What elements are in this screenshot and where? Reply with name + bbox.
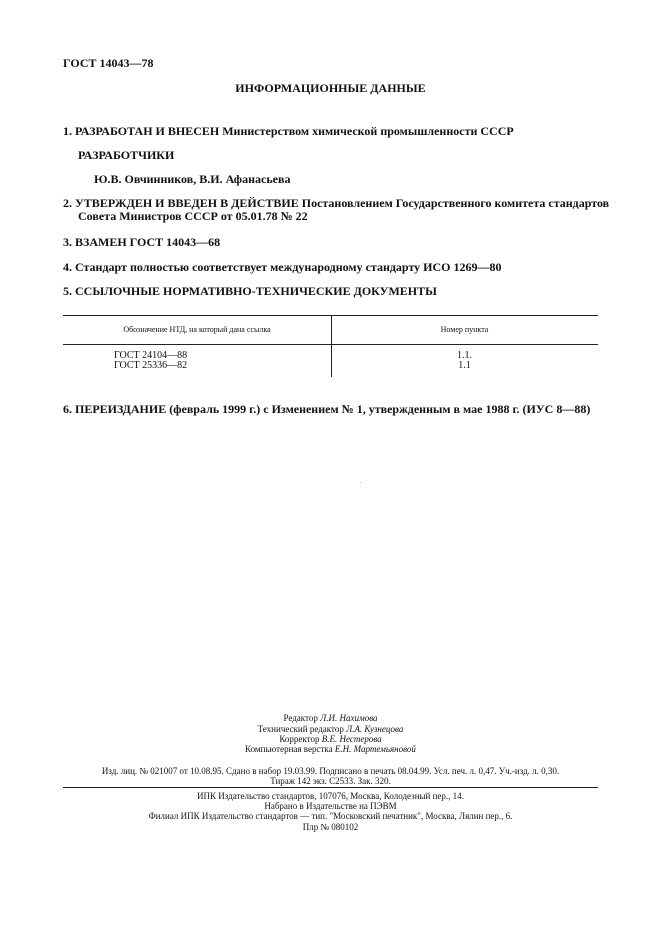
tech-editor-label: Технический редактор <box>257 724 344 734</box>
corrector-name: В.Е. Нестерова <box>321 734 382 744</box>
imprint-publisher-address: ИПК Издательство стандартов, 107076, Москва, Колодезный пер., 14. <box>197 791 464 801</box>
tech-editor-name: Л.А. Кузнецова <box>346 724 404 734</box>
document-code: ГОСТ 14043—78 <box>63 56 154 70</box>
layout-name: Е.Н. Мартемьяновой <box>334 744 416 754</box>
item-approved-line2: Совета Министров СССР от 05.01.78 № 22 <box>78 209 308 223</box>
reference-table <box>63 315 598 377</box>
item-reference-docs: 5. ССЫЛОЧНЫЕ НОРМАТИВНО-ТЕХНИЧЕСКИЕ ДОКУМЕНТЫ <box>63 284 437 298</box>
table-cell-designation: ГОСТ 24104—88 <box>114 350 188 361</box>
imprint-divider <box>63 787 598 788</box>
imprint-print-run: Тираж 142 экз. С2533. Зак. 320. <box>270 776 391 786</box>
item-conformity: 4. Стандарт полностью соответствует международному стандарту ИСО 1269—80 <box>63 260 502 274</box>
imprint-license: Плр № 080102 <box>302 822 359 832</box>
corrector-label: Корректор <box>279 734 320 744</box>
imprint-branch-address: Филиал ИПК Издательство стандартов — тип. "Московский печатник", Москва, Лялин пер., 6. <box>148 811 513 821</box>
imprint-publication-details: Изд. лиц. № 021007 от 10.08.95. Сдано в набор 19.03.99. Подписано в печать 08.04.99. Усл. печ. л. 0,47. Уч.-изд. л. 0,30. <box>101 766 560 776</box>
imprint-corrector <box>0 734 661 744</box>
table-row <box>63 360 598 372</box>
imprint-editor <box>0 713 661 723</box>
page-title: ИНФОРМАЦИОННЫЕ ДАННЫЕ <box>235 81 426 95</box>
table-cell-designation: ГОСТ 25336—82 <box>114 360 188 371</box>
editor-name: Л.И. Нахимова <box>320 713 378 723</box>
scan-speck <box>360 482 361 483</box>
editor-label: Редактор <box>283 713 318 723</box>
layout-label: Компьютерная верстка <box>245 744 333 754</box>
item-reissue: 6. ПЕРЕИЗДАНИЕ (февраль 1999 г.) с Изменением № 1, утвержденным в мае 1988 г. (ИУС 8—88) <box>63 402 591 416</box>
imprint-typeset-note: Набрано в Издательстве на ПЭВМ <box>264 801 397 811</box>
imprint-layout <box>0 744 661 754</box>
table-header-designation: Обозначение НТД, на который дана ссылка <box>123 325 271 334</box>
item-replaces: 3. ВЗАМЕН ГОСТ 14043—68 <box>63 235 221 249</box>
table-cell-clause: 1.1. <box>457 350 472 361</box>
imprint-tech-editor <box>0 724 661 734</box>
item-approved-line1: 2. УТВЕРЖДЕН И ВВЕДЕН В ДЕЙСТВИЕ Постановлением Государственного комитета стандартов <box>63 196 610 210</box>
item-developed-by: 1. РАЗРАБОТАН И ВНЕСЕН Министерством химической промышленности СССР <box>63 124 514 138</box>
developers-heading: РАЗРАБОТЧИКИ <box>78 148 175 162</box>
developers-names: Ю.В. Овчинников, В.И. Афанасьева <box>94 172 291 186</box>
table-cell-clause: 1.1 <box>458 360 471 371</box>
table-header-clause: Номер пункта <box>440 325 489 334</box>
